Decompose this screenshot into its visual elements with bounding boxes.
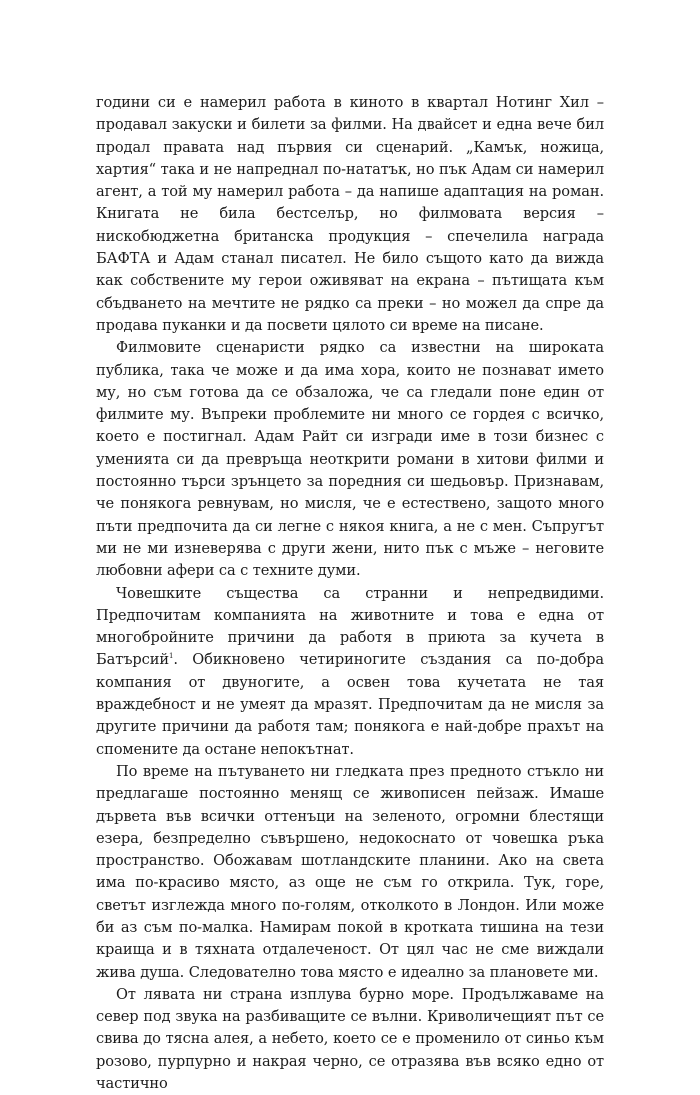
- paragraph-1: години си е намерил работа в киното в квартал Нотинг Хил – продавал закуски и билети за филми. На двайсет и една вече бил продал правата над първия си сценарий. „Камък, ножица, хартия“ така и не напреднал по-нататък, но пък Адам си намерил агент, а той му намерил работа – да напише адаптация на роман. Книгата не била бестселър, но филмовата версия – нискобюджетна британска продукция – спечелила награда БАФТА и Адам станал писател. Не било същото като да вижда как собствените му герои оживяват на екрана – пътищата към сбъдването на мечтите не рядко са преки – но можел да спре да продава пуканки и да посвети цялото си време на писане.: [96, 94, 604, 334]
- book-page: [96, 92, 604, 1095]
- paragraph-5: От лявата ни страна изплува бурно море. Продължаваме на север под звука на разбиващите се вълни. Криволичещият път се свива до тясна алея, а небето, което се е променило от синьо към розово, пурпурно и накрая черно, се отразява във всяко едно от частично: [96, 985, 604, 1093]
- paragraph-3-text-end: . Обикновено четириногите създания са по-добра компания от двуногите, а освен това кучетата не тая враждебност и не умеят да мразят. Предпочитам да не мисля за другите причини да работя там; понякога е най-добре прахът на спомените да остане непокътнат.: [96, 651, 604, 758]
- paragraph-2: Филмовите сценаристи рядко са известни на широката публика, така че може и да има хора, които не познават името му, но съм готова да се обзаложа, че са гледали поне един от филмите му. Въпреки проблемите ни много се гордея с всичко, което е постигнал. Адам Райт си изгради име в този бизнес с уменията си да превръща неоткрити романи в хитови филми и постоянно търси зрънцето за поредния си шедьовър. Признавам, че понякога ревнувам, но мисля, че е естествено, защото много пъти предпочита да си легне с някоя книга, а не с мен. Съпругът ми не ми изневерява с други жени, нито пък с мъже – неговите любовни афери са с техните думи.: [96, 339, 604, 580]
- paragraph-4: По време на пътуването ни гледката през предното стъкло ни предлагаше постоянно менящ се живописен пейзаж. Имаше дървета във всички оттенъци на зеленото, огромни блестящи езера, безпределно съвършено, недокоснато от човешка ръка пространство. Обожавам шотландските планини. Ако на света има по-красиво място, аз още не съм го открила. Тук, горе, светът изглежда много по-голям, отколкото в Лондон. Или може би аз съм по-малка. Намирам покой в кротката тишина на тези краища и в тяхната отдалеченост. От цял час не сме виждали жива душа. Следователно това място е идеално за плановете ми.: [96, 762, 604, 981]
- paragraph-3-text-start: Човешките същества са странни и непредвидими. Предпочитам компанията на животните и това е една от многобройните причини да работя в приюта за кучета в Батърсий: [96, 584, 604, 669]
- paragraph-3: [96, 583, 604, 761]
- footnote-marker: 1: [168, 652, 174, 661]
